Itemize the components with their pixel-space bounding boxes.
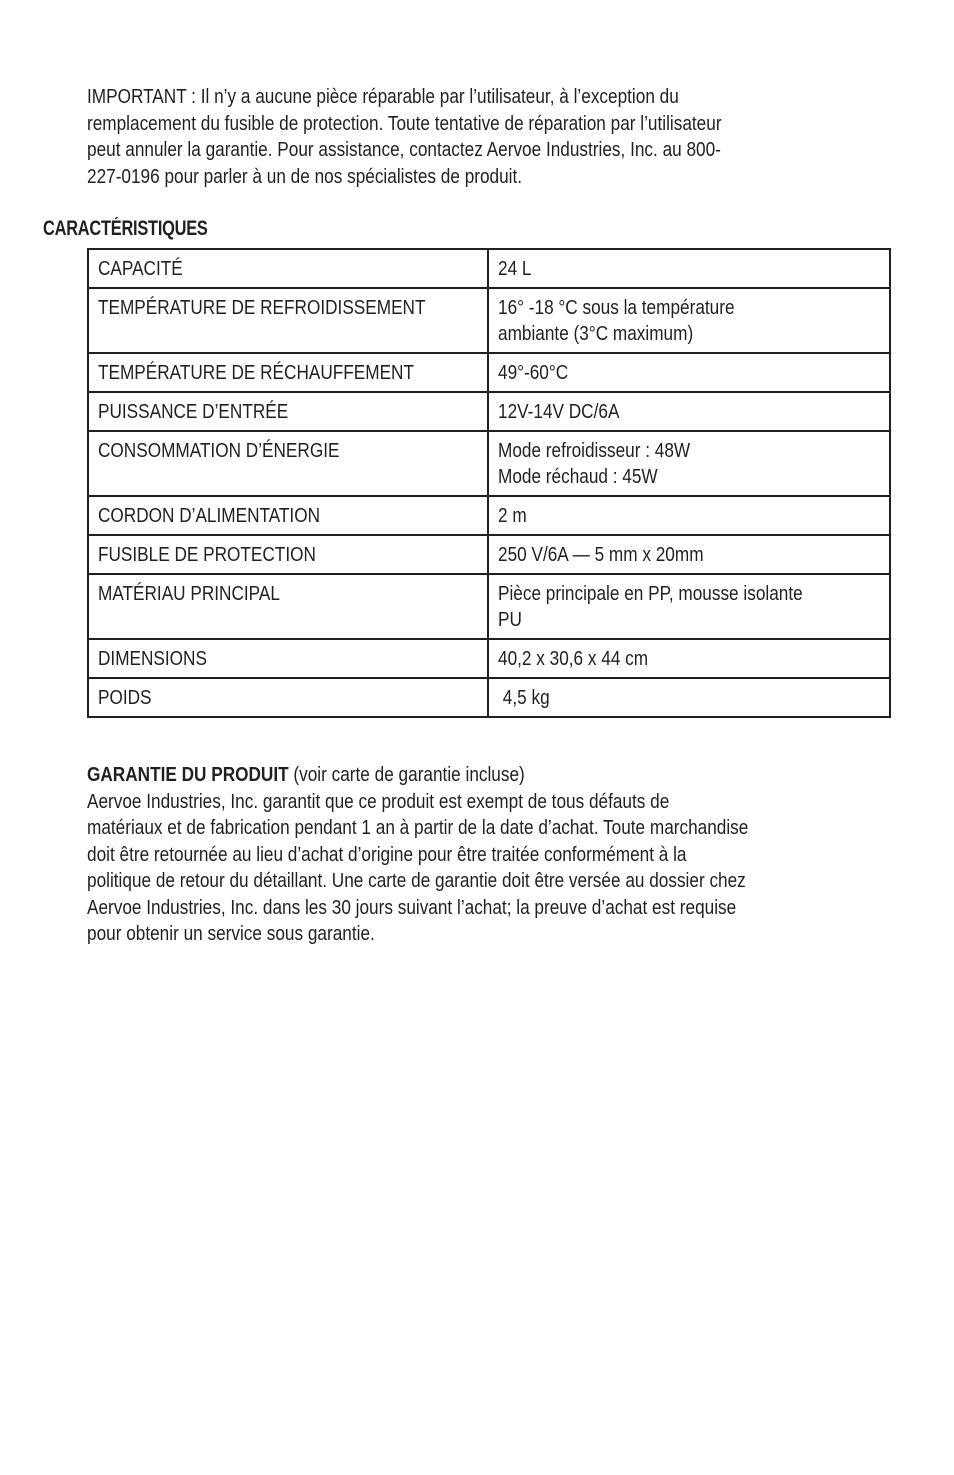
spec-value: 16° -18 °C sous la température ambiante (3°C maximum)	[488, 288, 890, 353]
spec-label: TEMPÉRATURE DE RÉCHAUFFEMENT	[88, 353, 488, 392]
warranty-section	[87, 762, 913, 948]
spec-label: DIMENSIONS	[88, 639, 488, 678]
warranty-line: doit être retournée au lieu d’achat d’origine pour être traitée conformément à la	[87, 843, 687, 866]
warranty-heading: GARANTIE DU PRODUIT	[87, 764, 289, 786]
specifications-table	[87, 248, 891, 718]
spec-value: 4,5 kg	[488, 678, 890, 717]
warranty-line: Aervoe Industries, Inc. garantit que ce produit est exempt de tous défauts de	[87, 790, 670, 813]
spec-value: 12V-14V DC/6A	[488, 392, 890, 431]
spec-value: Pièce principale en PP, mousse isolante PU	[488, 574, 890, 639]
table-row	[88, 431, 890, 496]
important-line: IMPORTANT : Il n’y a aucune pièce réparable par l’utilisateur, à l’exception du	[87, 86, 679, 108]
warranty-line: Aervoe Industries, Inc. dans les 30 jours suivant l’achat; la preuve d’achat est requise	[87, 896, 737, 919]
spec-label: MATÉRIAU PRINCIPAL	[88, 574, 488, 639]
spec-value: 24 L	[488, 249, 890, 288]
table-row	[88, 392, 890, 431]
table-row	[88, 574, 890, 639]
spec-value: Mode refroidisseur : 48W Mode réchaud : 45W	[488, 431, 890, 496]
table-row	[88, 496, 890, 535]
warranty-heading-note: (voir carte de garantie incluse)	[288, 764, 525, 786]
table-row	[88, 353, 890, 392]
spec-label: CAPACITÉ	[88, 249, 488, 288]
spec-label: CORDON D’ALIMENTATION	[88, 496, 488, 535]
spec-value: 40,2 x 30,6 x 44 cm	[488, 639, 890, 678]
table-row	[88, 678, 890, 717]
spec-value: 250 V/6A — 5 mm x 20mm	[488, 535, 890, 574]
spec-label: TEMPÉRATURE DE REFROIDISSEMENT	[88, 288, 488, 353]
warranty-line: pour obtenir un service sous garantie.	[87, 923, 375, 945]
warranty-line: matériaux et de fabrication pendant 1 an à partir de la date d’achat. Toute marchandise	[87, 817, 749, 839]
table-row	[88, 535, 890, 574]
warranty-title-line	[87, 762, 913, 789]
spec-label: CONSOMMATION D’ÉNERGIE	[88, 431, 488, 496]
spec-value: 49°-60°C	[488, 353, 890, 392]
important-line: 227-0196 pour parler à un de nos spécialistes de produit.	[87, 165, 523, 188]
spec-label: POIDS	[88, 678, 488, 717]
spec-label: FUSIBLE DE PROTECTION	[88, 535, 488, 574]
table-row	[88, 288, 890, 353]
important-notice	[87, 84, 913, 190]
spec-value: 2 m	[488, 496, 890, 535]
table-row	[88, 639, 890, 678]
warranty-line: politique de retour du détaillant. Une carte de garantie doit être versée au dossier chez	[87, 870, 746, 892]
spec-label: PUISSANCE D’ENTRÉE	[88, 392, 488, 431]
table-row	[88, 249, 890, 288]
important-line: remplacement du fusible de protection. Toute tentative de réparation par l’utilisateur	[87, 112, 722, 135]
specifications-heading: CARACTÉRISTIQUES	[43, 217, 208, 240]
important-line: peut annuler la garantie. Pour assistance, contactez Aervoe Industries, Inc. au 800-	[87, 139, 721, 161]
